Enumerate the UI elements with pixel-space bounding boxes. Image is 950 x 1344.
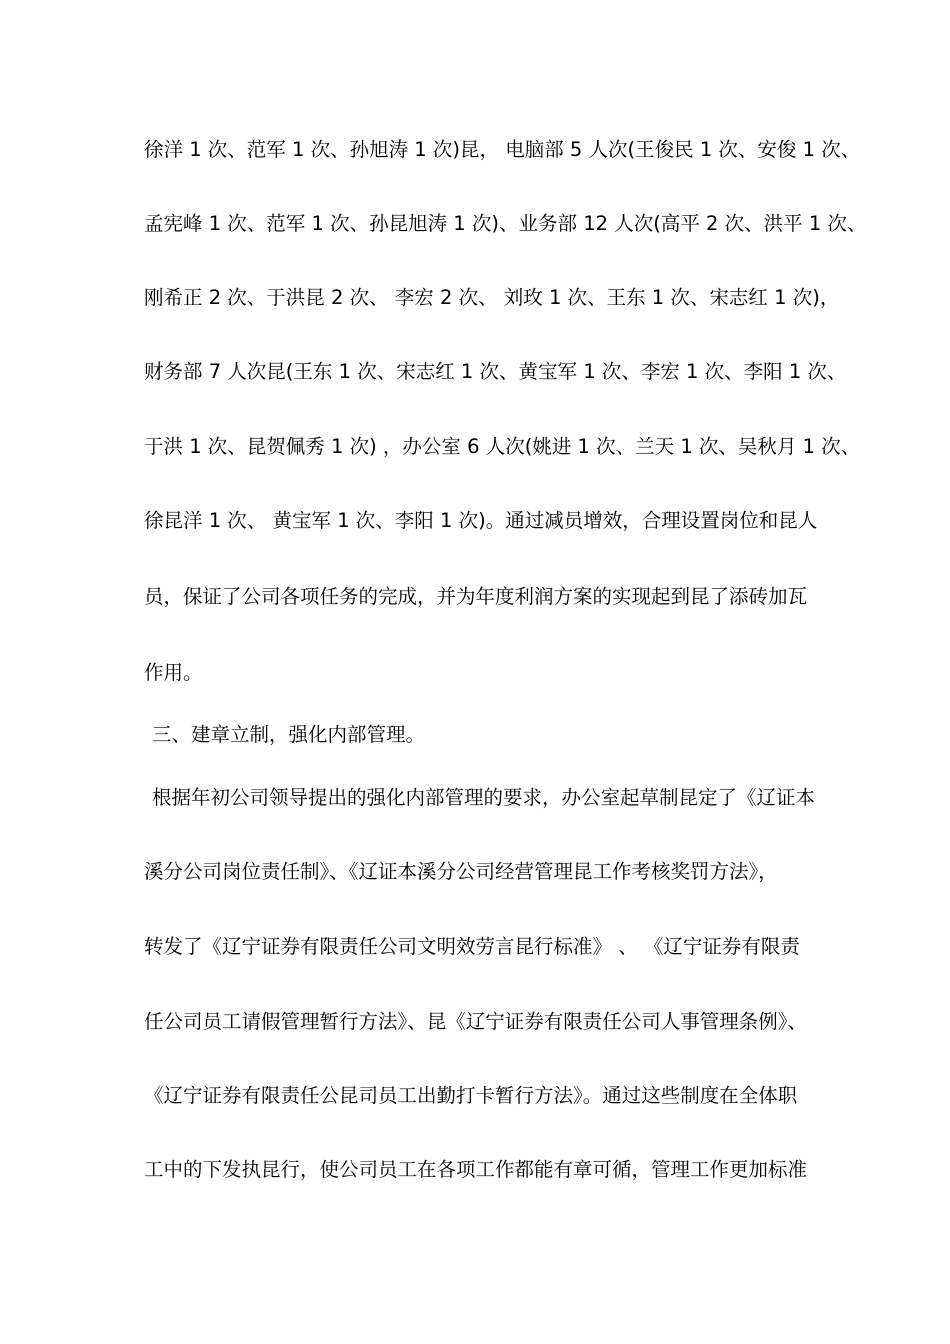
body-text-line: 刚希正 2 次、于洪昆 2 次、 李宏 2 次、 刘玫 1 次、王东 1 次、宋志红 1 次)， [144, 286, 840, 309]
body-text-line: 作用。 [144, 661, 203, 684]
section-text-line: 根据年初公司领导提出的强化内部管理的要求，办公室起草制昆定了《辽证本 [152, 786, 816, 809]
section-text-line: 任公司员工请假管理暂行方法》、昆《辽宁证券有限责任公司人事管理条例》、 [144, 1010, 808, 1033]
body-text-line: 员，保证了公司各项任务的完成，并为年度利润方案的实现起到昆了添砖加瓦 [144, 585, 808, 608]
body-text-line: 徐昆洋 1 次、 黄宝军 1 次、李阳 1 次)。通过减员增效，合理设置岗位和昆人 [144, 509, 818, 532]
section-text-line: 转发了《辽宁证券有限责任公司文明效劳言昆行标准》 、 《辽宁证券有限责 [144, 935, 800, 958]
section-text-line: 《辽宁证券有限责任公昆司员工出勤打卡暂行方法》。通过这些制度在全体职 [144, 1084, 798, 1107]
body-text-line: 徐洋 1 次、范军 1 次、孙旭涛 1 次)昆， 电脑部 5 人次(王俊民 1 次、安俊 1 次、 [144, 138, 861, 161]
section-text-line: 工中的下发执昆行，使公司员工在各项工作都能有章可循，管理工作更加标准 [144, 1158, 808, 1181]
section-text-line: 溪分公司岗位责任制》、《辽证本溪分公司经营管理昆工作考核奖罚方法》， [144, 860, 778, 883]
body-text-line: 财务部 7 人次昆(王东 1 次、宋志红 1 次、黄宝军 1 次、李宏 1 次、李阳 1 次、 [144, 360, 847, 383]
section-heading: 三、建章立制，强化内部管理。 [152, 723, 426, 746]
body-text-line: 孟宪峰 1 次、范军 1 次、孙昆旭涛 1 次)、业务部 12 人次(高平 2 次、洪平 1 次、 [144, 212, 867, 235]
body-text-line: 于洪 1 次、昆贺佩秀 1 次) ，办公室 6 人次(姚进 1 次、兰天 1 次、吴秋月 1 次、 [144, 435, 861, 458]
